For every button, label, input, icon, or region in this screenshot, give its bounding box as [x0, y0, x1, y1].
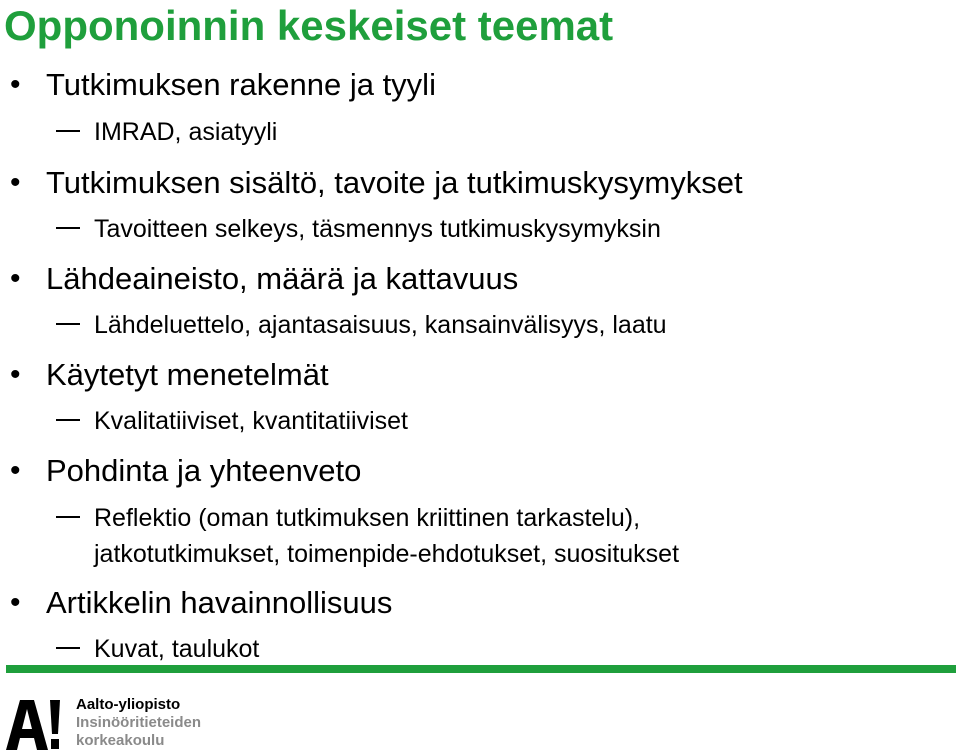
dash-marker — [56, 323, 80, 325]
bullet-dot: • — [10, 68, 21, 101]
dash-marker — [56, 647, 80, 649]
bullet-dot: • — [10, 358, 21, 391]
sub-text: Kvalitatiiviset, kvantitatiiviset — [94, 407, 409, 435]
institution-name — [76, 696, 201, 750]
sub-text: Kuvat, taulukot — [94, 635, 260, 663]
bullet-text: Tutkimuksen sisältö, tavoite ja tutkimuskysymykset — [46, 165, 743, 200]
bullet-text: Käytetyt menetelmät — [46, 357, 329, 392]
bullet-text: Pohdinta ja yhteenveto — [46, 453, 362, 488]
sub-text: jatkotutkimukset, toimenpide-ehdotukset, suositukset — [94, 540, 680, 568]
dash-marker — [56, 419, 80, 421]
sub-text: Tavoitteen selkeys, täsmennys tutkimuskysymyksin — [94, 215, 661, 243]
dash-marker — [56, 227, 80, 229]
institution-line-2: Insinööritieteiden — [76, 714, 202, 731]
bullet-text: Artikkelin havainnollisuus — [46, 585, 393, 620]
sub-text: Reflektio (oman tutkimuksen kriittinen tarkastelu), — [94, 504, 641, 532]
bullet-text: Tutkimuksen rakenne ja tyyli — [46, 67, 436, 102]
aalto-logo-icon — [6, 698, 60, 750]
sub-text: IMRAD, asiatyyli — [94, 118, 278, 146]
dash-marker — [56, 130, 80, 132]
bullet-dot: • — [10, 586, 21, 619]
bullet-dot: • — [10, 454, 21, 487]
sub-text: Lähdeluettelo, ajantasaisuus, kansainvälisyys, laatu — [94, 311, 667, 339]
bullet-text: Lähdeaineisto, määrä ja kattavuus — [46, 261, 519, 296]
institution-line-3: korkeakoulu — [76, 732, 165, 749]
bullet-dot: • — [10, 166, 21, 199]
dash-marker — [56, 516, 80, 518]
slide-title: Opponoinnin keskeiset teemat — [4, 2, 614, 49]
institution-line-1: Aalto-yliopisto — [76, 696, 181, 713]
footer-divider — [6, 665, 956, 673]
bullet-dot: • — [10, 262, 21, 295]
